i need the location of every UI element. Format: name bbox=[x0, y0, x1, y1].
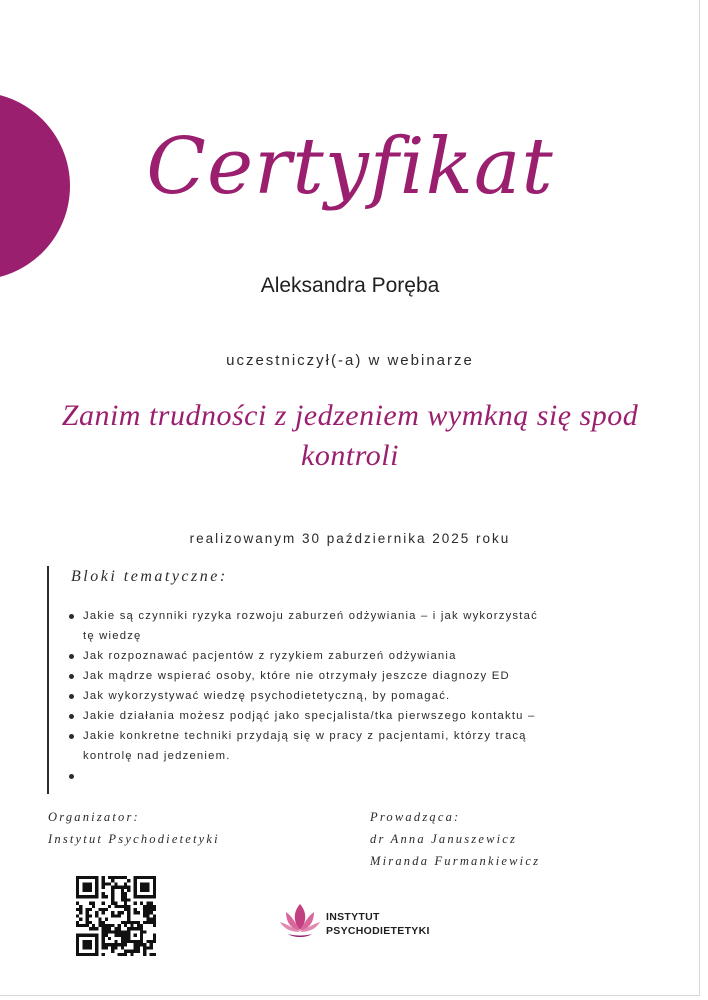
organizer-name: Instytut Psychodietetyki bbox=[48, 832, 220, 846]
list-item: Jakie działania możesz podjąć jako specjalista/tka pierwszego kontaktu – bbox=[69, 706, 647, 726]
list-item: Jak rozpoznawać pacjentów z ryzykiem zaburzeń odżywiania bbox=[69, 646, 647, 666]
list-item: Jak mądrze wspierać osoby, które nie otrzymały jeszcze diagnozy ED bbox=[69, 666, 647, 686]
participation-text: uczestniczył(-a) w webinarze bbox=[226, 352, 474, 369]
webinar-date: realizowanym 30 października 2025 roku bbox=[189, 531, 511, 546]
host-name: Miranda Furmankiewicz bbox=[370, 854, 541, 868]
participant-name: Aleksandra Poręba bbox=[260, 274, 440, 297]
list-item: Jakie są czynniki ryzyka rozwoju zaburzeń odżywiania – i jak wykorzystać tę wiedzę bbox=[69, 606, 647, 646]
organizer-block bbox=[48, 806, 220, 850]
lotus-icon bbox=[278, 898, 322, 942]
logo-line-1: INSTYTUT bbox=[326, 911, 380, 923]
certificate-title: Certyfikat bbox=[146, 122, 554, 212]
logo-text bbox=[326, 910, 430, 938]
institute-logo bbox=[278, 898, 448, 942]
topics-heading: Bloki tematyczne: bbox=[71, 568, 228, 585]
topics-list bbox=[69, 606, 647, 766]
list-item: Jak wykorzystywać wiedzę psychodietetyczną, by pomagać. bbox=[69, 686, 647, 706]
host-name: dr Anna Januszewicz bbox=[370, 832, 518, 846]
webinar-title: Zanim trudności z jedzeniem wymkną się spod kontroli bbox=[61, 399, 639, 472]
hosts-label: Prowadząca: bbox=[370, 810, 461, 824]
logo-line-2: PSYCHODIETETYKI bbox=[326, 925, 430, 937]
organizer-label: Organizator: bbox=[48, 810, 140, 824]
qr-code[interactable] bbox=[76, 876, 156, 956]
topics-section bbox=[47, 566, 647, 794]
hosts-block bbox=[370, 806, 540, 872]
list-item: Jakie konkretne techniki przydają się w pracy z pacjentami, którzy tracą kontrolę nad jedzeniem. bbox=[69, 726, 647, 766]
